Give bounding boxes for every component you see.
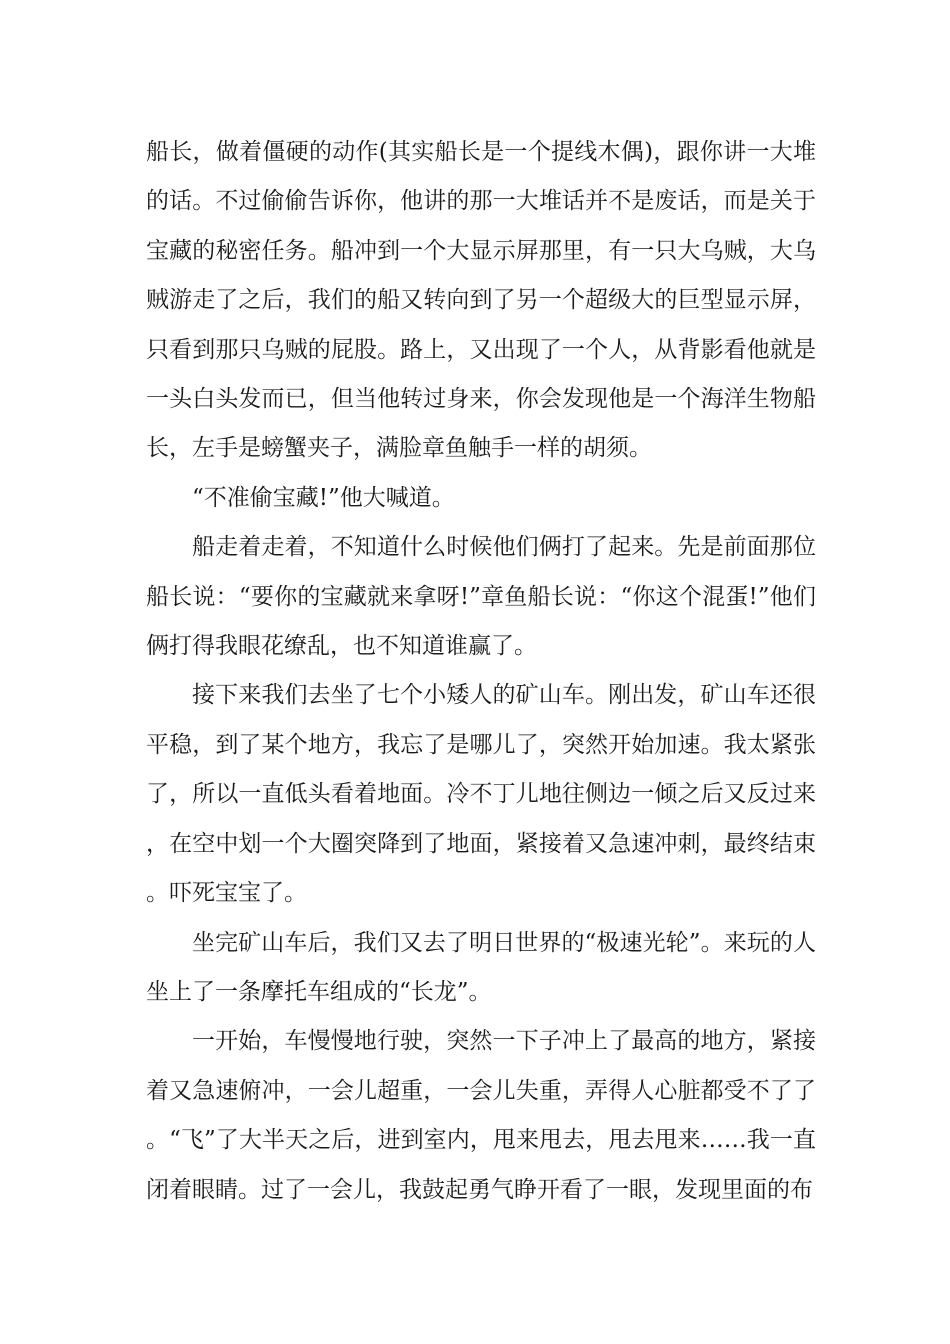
paragraph-1: 船长，做着僵硬的动作(其实船长是一个提线木偶)，跟你讲一大堆的话。不过偷偷告诉你，他讲的那一大堆话并不是废话，而是关于宝藏的秘密任务。船冲到一个大显示屏那里，有一只大乌贼，大乌贼游走了之后，我们的船又转向到了另一个超级大的巨型显示屏，只看到那只乌贼的屁股。路上，又出现了一个人，从背影看他就是一头白头发而已，但当他转过身来，你会发现他是一个海洋生物船长，左手是螃蟹夹子，满脸章鱼触手一样的胡须。 <box>146 139 816 462</box>
paragraph-4: 接下来我们去坐了七个小矮人的矿山车。刚出发，矿山车还很平稳，到了某个地方，我忘了是哪儿了，突然开始加速。我太紧张了，所以一直低头看着地面。冷不丁儿地往侧边一倾之后又反过来，在空中划一个大圈突降到了地面，紧接着又急速冲刺，最终结束。吓死宝宝了。 <box>146 682 816 907</box>
body-text <box>146 128 816 1215</box>
paragraph-6: 一开始，车慢慢地行驶，突然一下子冲上了最高的地方，紧接着又急速俯冲，一会儿超重，一会儿失重，弄得人心脏都受不了了。“飞”了大半天之后，进到室内，甩来甩去，甩去甩来……我一直闭着眼睛。过了一会儿，我鼓起勇气睁开看了一眼，发现里面的布 <box>146 1028 816 1203</box>
paragraph-5: 坐完矿山车后，我们又去了明日世界的“极速光轮”。来玩的人坐上了一条摩托车组成的“长龙”。 <box>146 929 816 1005</box>
paragraph-2: “不准偷宝藏!”他大喊道。 <box>192 484 455 511</box>
paragraph-3: 船走着走着，不知道什么时候他们俩打了起来。先是前面那位船长说：“要你的宝藏就来拿呀!”章鱼船长说：“你这个混蛋!”他们俩打得我眼花缭乱，也不知道谁赢了。 <box>146 534 816 660</box>
